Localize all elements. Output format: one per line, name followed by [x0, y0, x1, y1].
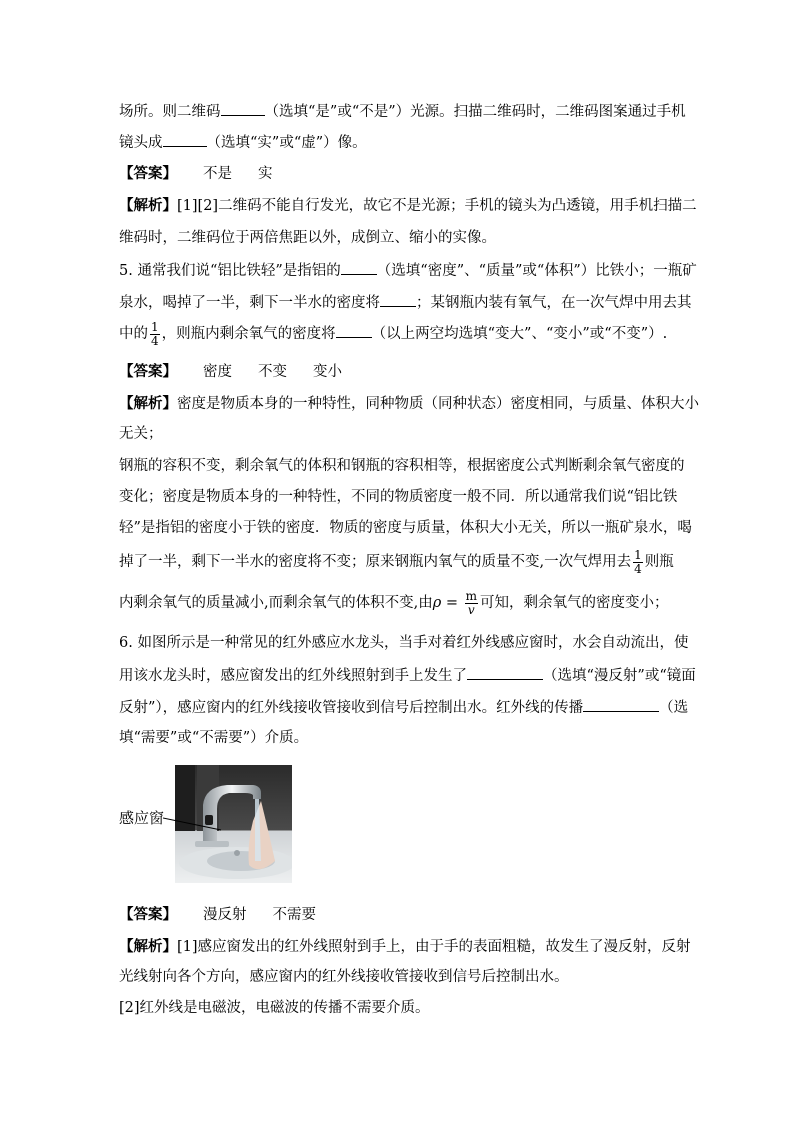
q4-line-2	[119, 132, 367, 154]
text: ，则瓶内剩余氧气的密度将	[161, 326, 336, 342]
q5-analysis-1	[119, 394, 699, 416]
text: 则瓶	[644, 554, 674, 570]
q6-line-4	[119, 728, 308, 750]
text: （选填“实”或“虚”）像。	[206, 135, 367, 151]
text: 掉了一半，剩下一半水的密度将不变；原来钢瓶内氧气的质量不变,一次气焊用去	[119, 554, 632, 570]
q5-analysis-4	[119, 487, 677, 509]
text: （选填“漫反射”或“镜面	[543, 668, 696, 684]
label-pointer-line	[163, 816, 223, 832]
q5-analysis-6	[119, 547, 674, 579]
text: [1]感应窗发出的红外线照射到手上，由于手的表面粗糙，故发生了漫反射，反射	[177, 939, 691, 955]
q6-analysis-3	[119, 998, 430, 1020]
analysis-tag: 【解析】	[119, 938, 177, 955]
answer-blank	[467, 665, 543, 680]
q5-analysis-2	[119, 424, 163, 446]
text: （选填“是”或“不是”）光源。扫描二维码时，二维码图案通过手机	[264, 104, 686, 120]
answer-value: 密度	[203, 364, 232, 380]
q4-analysis-1	[119, 196, 697, 218]
text: 变化；密度是物质本身的一种特性，不同的物质密度一般不同．所以通常我们说“铝比铁	[119, 489, 678, 505]
text: 内剩余氧气的质量减小,而剩余氧气的体积不变,由	[119, 595, 433, 611]
answer-value: 不变	[258, 364, 287, 380]
fraction: $\frac{1}{4}$	[151, 319, 159, 348]
text: （以上两空均选填“变大”、“变小”或“不变”）.	[371, 326, 668, 342]
figure-label: 感应窗	[119, 809, 165, 827]
faucet-figure	[119, 765, 294, 885]
answer-blank	[583, 697, 659, 712]
text: 维码时，二维码位于两倍焦距以外，成倒立、缩小的实像。	[119, 230, 496, 246]
answer-value: 实	[258, 166, 273, 182]
text: 中的	[119, 326, 148, 342]
text: 场所。则二维码	[119, 104, 221, 120]
text: 用该水龙头时，感应窗发出的红外线照射到手上发生了	[119, 668, 467, 684]
answer-blank	[336, 323, 372, 338]
q5-line-1	[119, 260, 697, 282]
answer-tag: 【答案】	[119, 363, 177, 380]
text: 光线射向各个方向，感应窗内的红外线接收管接收到信号后控制出水。	[119, 969, 569, 985]
q6-line-3	[119, 697, 688, 719]
text: 6. 如图所示是一种常见的红外感应水龙头，当手对着红外线感应窗时，水会自动流出，使	[119, 635, 689, 651]
text: 5. 通常我们说“铝比铁轻”是指铝的	[119, 263, 341, 279]
text: 密度是物质本身的一种特性，同种物质（同种状态）密度相同，与质量、体积大小	[177, 396, 699, 412]
q4-line-1	[119, 101, 686, 123]
text: （选填“密度”、“质量”或“体积”）比铁小；一瓶矿	[376, 263, 697, 279]
q4-answer	[119, 164, 273, 186]
q5-analysis-5	[119, 518, 692, 540]
analysis-tag: 【解析】	[119, 395, 177, 412]
answer-tag: 【答案】	[119, 165, 177, 182]
text: 可知，剩余氧气的密度变小；	[480, 595, 669, 611]
text: 泉水，喝掉了一半，剩下一半水的密度将	[119, 295, 380, 311]
answer-value: 不是	[203, 166, 232, 182]
answer-blank	[163, 132, 207, 147]
q5-analysis-3	[119, 456, 685, 478]
q5-analysis-7	[119, 588, 669, 620]
q6-analysis-2	[119, 967, 569, 989]
text: （选	[659, 700, 689, 716]
q6-answer	[119, 905, 316, 927]
equals-sign: =	[445, 595, 459, 611]
text: 填“需要”或“不需要”）介质。	[119, 730, 309, 746]
answer-tag: 【答案】	[119, 906, 177, 923]
q6-analysis-1	[119, 937, 691, 959]
density-formula: $\frac{m}{v}$	[465, 588, 478, 617]
text: 无关；	[119, 426, 163, 442]
analysis-tag: 【解析】	[119, 197, 177, 214]
answer-value: 不需要	[272, 907, 316, 923]
text: 钢瓶的容积不变，剩余氧气的体积和钢瓶的容积相等，根据密度公式判断剩余氧气密度的	[119, 458, 685, 474]
text: 镜头成	[119, 135, 163, 151]
rho-symbol: ρ	[432, 595, 442, 611]
text: 反射”），感应窗内的红外线接收管接收到信号后控制出水。红外线的传播	[119, 700, 584, 716]
q4-analysis-2	[119, 228, 496, 250]
q5-answer	[119, 362, 342, 384]
q5-line-2	[119, 292, 692, 314]
fraction: $\frac{1}{4}$	[634, 547, 642, 576]
answer-value: 漫反射	[203, 907, 247, 923]
answer-blank	[221, 101, 265, 116]
answer-value: 变小	[313, 364, 342, 380]
q5-line-3	[119, 320, 667, 350]
text: [2]红外线是电磁波，电磁波的传播不需要介质。	[119, 1000, 430, 1016]
q6-line-2	[119, 665, 696, 687]
text: [1][2]二维码不能自行发光，故它不是光源；手机的镜头为凸透镜，用手机扫描二	[177, 198, 697, 214]
answer-blank	[380, 292, 416, 307]
q6-line-1	[119, 633, 688, 655]
text: ；某钢瓶内装有氧气，在一次气焊中用去其	[416, 295, 692, 311]
text: 轻”是指铝的密度小于铁的密度．物质的密度与质量，体积大小无关，所以一瓶矿泉水，喝	[119, 520, 692, 536]
answer-blank	[341, 260, 377, 275]
